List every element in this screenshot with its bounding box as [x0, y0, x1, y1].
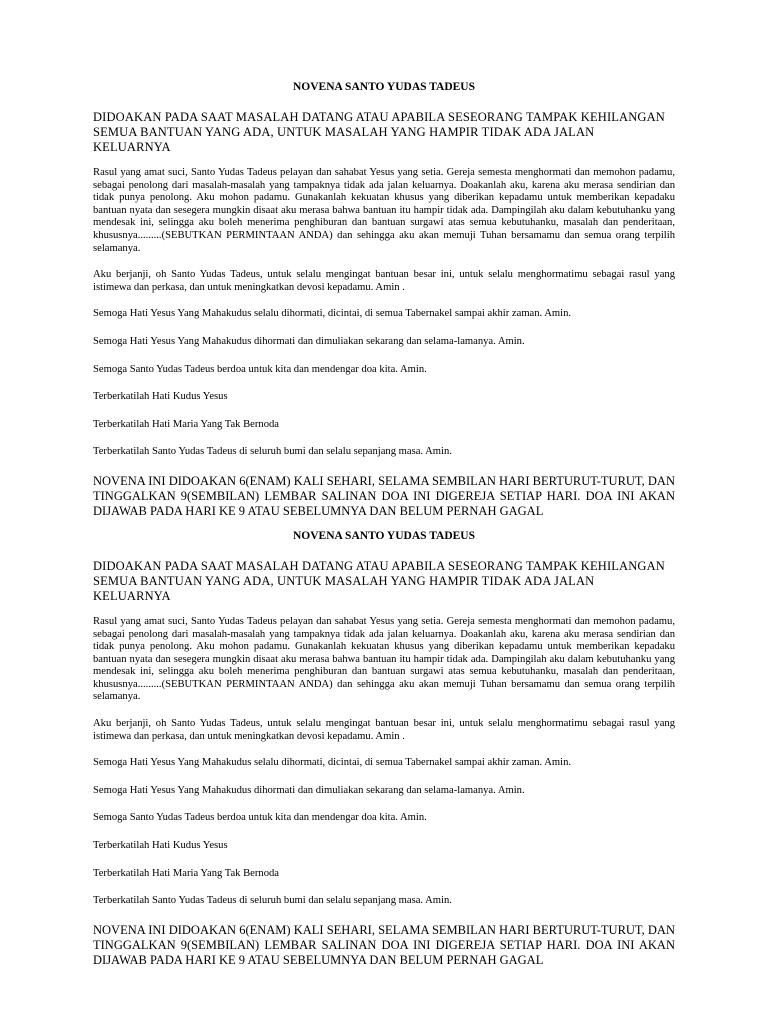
closing-instructions: NOVENA INI DIDOAKAN 6(ENAM) KALI SEHARI, SELAMA SEMBILAN HARI BERTURUT-TURUT, DAN TINGGALKAN 9(SEMBILAN) LEMBAR SALINAN DOA INI DIGEREJA SETIAP HARI. DOA INI AKAN DIJAWAB PADA HARI KE 9 ATAU SEBELUMNYA DAN BELUM PERNAH GAGAL — [93, 922, 675, 967]
closing-instructions: NOVENA INI DIDOAKAN 6(ENAM) KALI SEHARI, SELAMA SEMBILAN HARI BERTURUT-TURUT, DAN TINGGALKAN 9(SEMBILAN) LEMBAR SALINAN DOA INI DIGEREJA SETIAP HARI. DOA INI AKAN DIJAWAB PADA HARI KE 9 ATAU SEBELUMNYA DAN BELUM PERNAH GAGAL — [93, 473, 675, 518]
invocation-line-5: Terberkatilah Hati Maria Yang Tak Bernoda — [93, 418, 280, 430]
novena-section-2 — [93, 529, 675, 968]
invocation-line-4: Terberkatilah Hati Kudus Yesus — [93, 391, 228, 403]
document-title: NOVENA SANTO YUDAS TADEUS — [292, 81, 476, 93]
document-page — [93, 80, 675, 978]
invocation-line-5: Terberkatilah Hati Maria Yang Tak Bernoda — [93, 867, 280, 879]
invocation-line-4: Terberkatilah Hati Kudus Yesus — [93, 840, 228, 852]
prayer-paragraph: Rasul yang amat suci, Santo Yudas Tadeus pelayan dan sahabat Yesus yang setia. Gereja semesta menghormati dan memohon padamu, sebagai penolong dari masalah-masalah yang tampaknya tidak ada jalan keluarnya. Doakanlah aku, karena aku merasa sendirian dan tidak punya penolong. Aku mohon padamu. Gunakanlah kekuatan khusus yang diberikan kepadamu untuk memberikan kepadaku bantuan nyata dan sesegera mungkin disaat aku merasa bahwa bantuan itu hampir tidak ada. Dampingilah aku dalam kebutuhanku yang mendesak ini, selingga aku boleh menerima penghiburan dan bantuan surgawi atas semua kebutuhanku, masalah dan penderitaan, khususnya.........(SEBUTKAN PERMINTAAN ANDA) dan sehingga aku akan memuji Tuhan bersamamu dan semua orang terpilih selamanya. — [93, 167, 675, 254]
promise-paragraph: Aku berjanji, oh Santo Yudas Tadeus, untuk selalu mengingat bantuan besar ini, untuk selalu menghormatimu sebagai rasul yang istimewa dan perkasa, dan untuk meningkatkan devosi kepadamu. Amin . — [93, 269, 675, 293]
novena-section-1 — [93, 80, 675, 519]
intro-heading: DIDOAKAN PADA SAAT MASALAH DATANG ATAU APABILA SESEORANG TAMPAK KEHILANGAN SEMUA BANTUAN YANG ADA, UNTUK MASALAH YANG HAMPIR TIDAK ADA JALAN KELUARNYA — [93, 558, 665, 603]
invocation-line-6: Terberkatilah Santo Yudas Tadeus di seluruh bumi dan selalu sepanjang masa. Amin. — [93, 446, 452, 458]
invocation-line-3: Semoga Santo Yudas Tadeus berdoa untuk kita dan mendengar doa kita. Amin. — [93, 812, 427, 824]
invocation-line-3: Semoga Santo Yudas Tadeus berdoa untuk kita dan mendengar doa kita. Amin. — [93, 363, 427, 375]
document-title: NOVENA SANTO YUDAS TADEUS — [292, 529, 476, 542]
invocation-line-2: Semoga Hati Yesus Yang Mahakudus dihormati dan dimuliakan sekarang dan selama-lamanya. Amin. — [93, 335, 525, 347]
invocation-line-1: Semoga Hati Yesus Yang Mahakudus selalu dihormati, dicintai, di semua Tabernakel sampai akhir zaman. Amin. — [93, 757, 572, 769]
invocation-line-1: Semoga Hati Yesus Yang Mahakudus selalu dihormati, dicintai, di semua Tabernakel sampai akhir zaman. Amin. — [93, 308, 572, 320]
promise-paragraph: Aku berjanji, oh Santo Yudas Tadeus, untuk selalu mengingat bantuan besar ini, untuk selalu menghormatimu sebagai rasul yang istimewa dan perkasa, dan untuk meningkatkan devosi kepadamu. Amin . — [93, 718, 675, 742]
invocation-line-6: Terberkatilah Santo Yudas Tadeus di seluruh bumi dan selalu sepanjang masa. Amin. — [93, 895, 452, 907]
invocation-line-2: Semoga Hati Yesus Yang Mahakudus dihormati dan dimuliakan sekarang dan selama-lamanya. Amin. — [93, 784, 525, 796]
prayer-paragraph: Rasul yang amat suci, Santo Yudas Tadeus pelayan dan sahabat Yesus yang setia. Gereja semesta menghormati dan memohon padamu, sebagai penolong dari masalah-masalah yang tampaknya tidak ada jalan keluarnya. Doakanlah aku, karena aku merasa sendirian dan tidak punya penolong. Aku mohon padamu. Gunakanlah kekuatan khusus yang diberikan kepadamu untuk memberikan kepadaku bantuan nyata dan sesegera mungkin disaat aku merasa bahwa bantuan itu hampir tidak ada. Dampingilah aku dalam kebutuhanku yang mendesak ini, selingga aku boleh menerima penghiburan dan bantuan surgawi atas semua kebutuhanku, masalah dan penderitaan, khususnya.........(SEBUTKAN PERMINTAAN ANDA) dan sehingga aku akan memuji Tuhan bersamamu dan semua orang terpilih selamanya. — [93, 615, 675, 703]
intro-heading: DIDOAKAN PADA SAAT MASALAH DATANG ATAU APABILA SESEORANG TAMPAK KEHILANGAN SEMUA BANTUAN YANG ADA, UNTUK MASALAH YANG HAMPIR TIDAK ADA JALAN KELUARNYA — [93, 110, 665, 154]
